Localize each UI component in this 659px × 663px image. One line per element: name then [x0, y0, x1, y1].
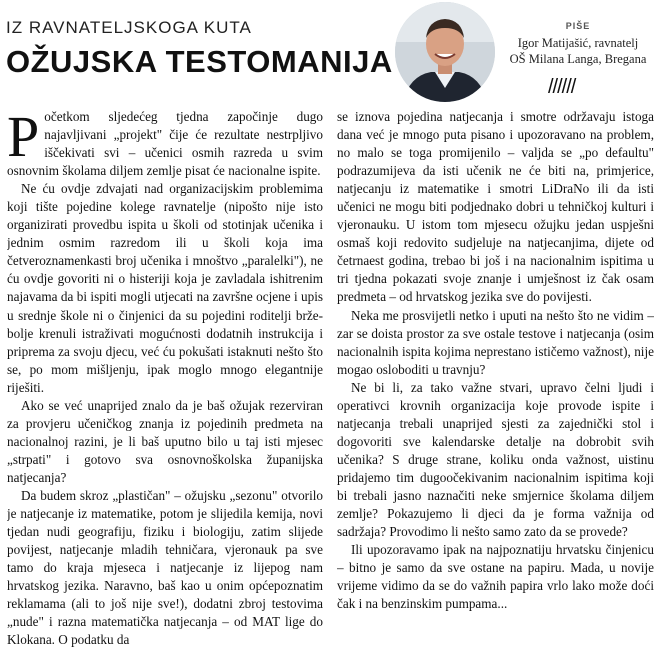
article-paragraph: Ako se već unaprijed znalo da je baš ožujak rezerviran za provjeru učeničkog znanja iz pojedinih predmeta na nacionalnoj razini, je li baš uputno bilo u taj isti mjesec „strpati" i gotovo sva osnovnoškolska županijska natjecanja?: [7, 397, 323, 485]
paragraph-text: očetkom sljedećeg tjedna započinje dugo najavljivani „projekt" čije će rezultate nestrpljivo iščekivati svi – učenici osmih razreda u svim osnovnim školama diljem zemlje pisat će nacionalne ispite.: [7, 109, 323, 179]
article-paragraph: Ili upozoravamo ipak na najpoznatiju hrvatsku činjenicu – bitno je samo da sve ostane na papiru. Mada, u novije vrijeme vidimo da se do važnih papira vrlo lako može doći čak i na benzinskim pumpama...: [337, 542, 654, 612]
author-name: Igor Matijašić, ravnatelj: [517, 36, 639, 50]
article-paragraph: Neka me prosvijetli netko i uputi na nešto što ne vidim – zar se doista prostor za sve ostale testove i natjecanja (osim nacionalnih ispita kojima neprestano ističemo važnost), nije mogao osloboditi u travnju?: [337, 307, 654, 377]
article-paragraph: [7, 108, 323, 180]
article-paragraph: se iznova pojedina natjecanja i smotre održavaju istoga dana već je mnogo puta pisano i upozoravano na problem, no malo se toga promijenilo – valjda se „po defaultu" podrazumijeva da isti učenik ne će biti na, primjerice, natjecanju iz matematike i smotri LiDraNo ili da isti učenici ne mogu biti podjednako dobri u tehničkoj kulturi i vjeronauku. U istom tom mjesecu ožujku jedan uspješni osmaš koji redovito sudjeluje na natjecanjima, dijete od četrnaest godina, trebao bi još i na nacionalnim ispitima u tri tjedna pokazati svoje znanje i umješnost iz čak osam predmeta – od hrvatskog jezika sve do povijesti.: [337, 109, 654, 305]
article-column-left: [7, 108, 323, 663]
article-paragraph: Ne bi li, za tako važne stvari, upravo čelni ljudi i operativci krovnih organizacija koje provode ispite i natjecanja trebali unaprijed sjesti za zajednički stol i dogovoriti sve kalendarske detalje na dobrobit svih učenika? S druge strane, koliku onda važnost, uistinu pridajemo tim dugoočekivanim nacionalnim ispitima koji bi trebali jasno naznačiti neke smjernice školama diljem zemlje? Pokazujemo li djeci da je forma važnija od sadržaja? Provodimo li nešto samo zato da se provede?: [337, 379, 654, 540]
byline-ornament: //////: [548, 76, 576, 98]
author-portrait-photo: [395, 2, 495, 102]
article-paragraph: Ne ću ovdje zdvajati nad organizacijskim problemima koji tište pojedine kolege ravnatelje (nipošto nije isto organizirati provedbu ispita u školi od stotinjak učenika i jednim osmim razredom ili u školi koja ima četveroznamenkasti broj učenika i mnoštvo „paralelki"), ne ću ovdje govoriti ni o histeriji koja je zavladala ishitrenim najavama da bi ispiti mogli utjecati na završne ocjene i upis u srednje škole ni o činjenici da su pojedini roditelji brže-bolje krenuli istraživati mogućnosti dodatnih instrukcija i priprema za svoju djecu, već ću pokušati istaknuti nešto što se, po mom mišljenju, ipak moglo mnogo elegantnije riješiti.: [7, 181, 323, 395]
article-headline: OŽUJSKA TESTOMANIJA: [6, 44, 393, 79]
author-school: OŠ Milana Langa, Bregana: [509, 52, 647, 66]
article-paragraph: Da budem skroz „plastičan" – ožujsku „sezonu" otvorilo je natjecanje iz matematike, potom je slijedila kemija, novi tjedan nudi geografiju, fiziku i biologiju, zatim slijede povijest, natjecanje mladih tehničara, vjeronauk pa sve tamo do kraja mjeseca i natjecanje iz lijepog nam hrvatskog jezika. Naravno, baš kao u onim općepoznatim reklamama (ali to još nije sve!), dodatni zbroj testovima „nude" i razna matematička natjecanja – od MAT lige do Klokana. O podatku da: [7, 487, 323, 648]
byline-label: PIŠE: [565, 21, 591, 31]
drop-cap: P: [7, 108, 40, 169]
article-column-right: [337, 108, 654, 663]
byline: [500, 18, 656, 67]
author-photo: [395, 2, 495, 102]
section-kicker: IZ RAVNATELJSKOGA KUTA: [6, 18, 252, 37]
